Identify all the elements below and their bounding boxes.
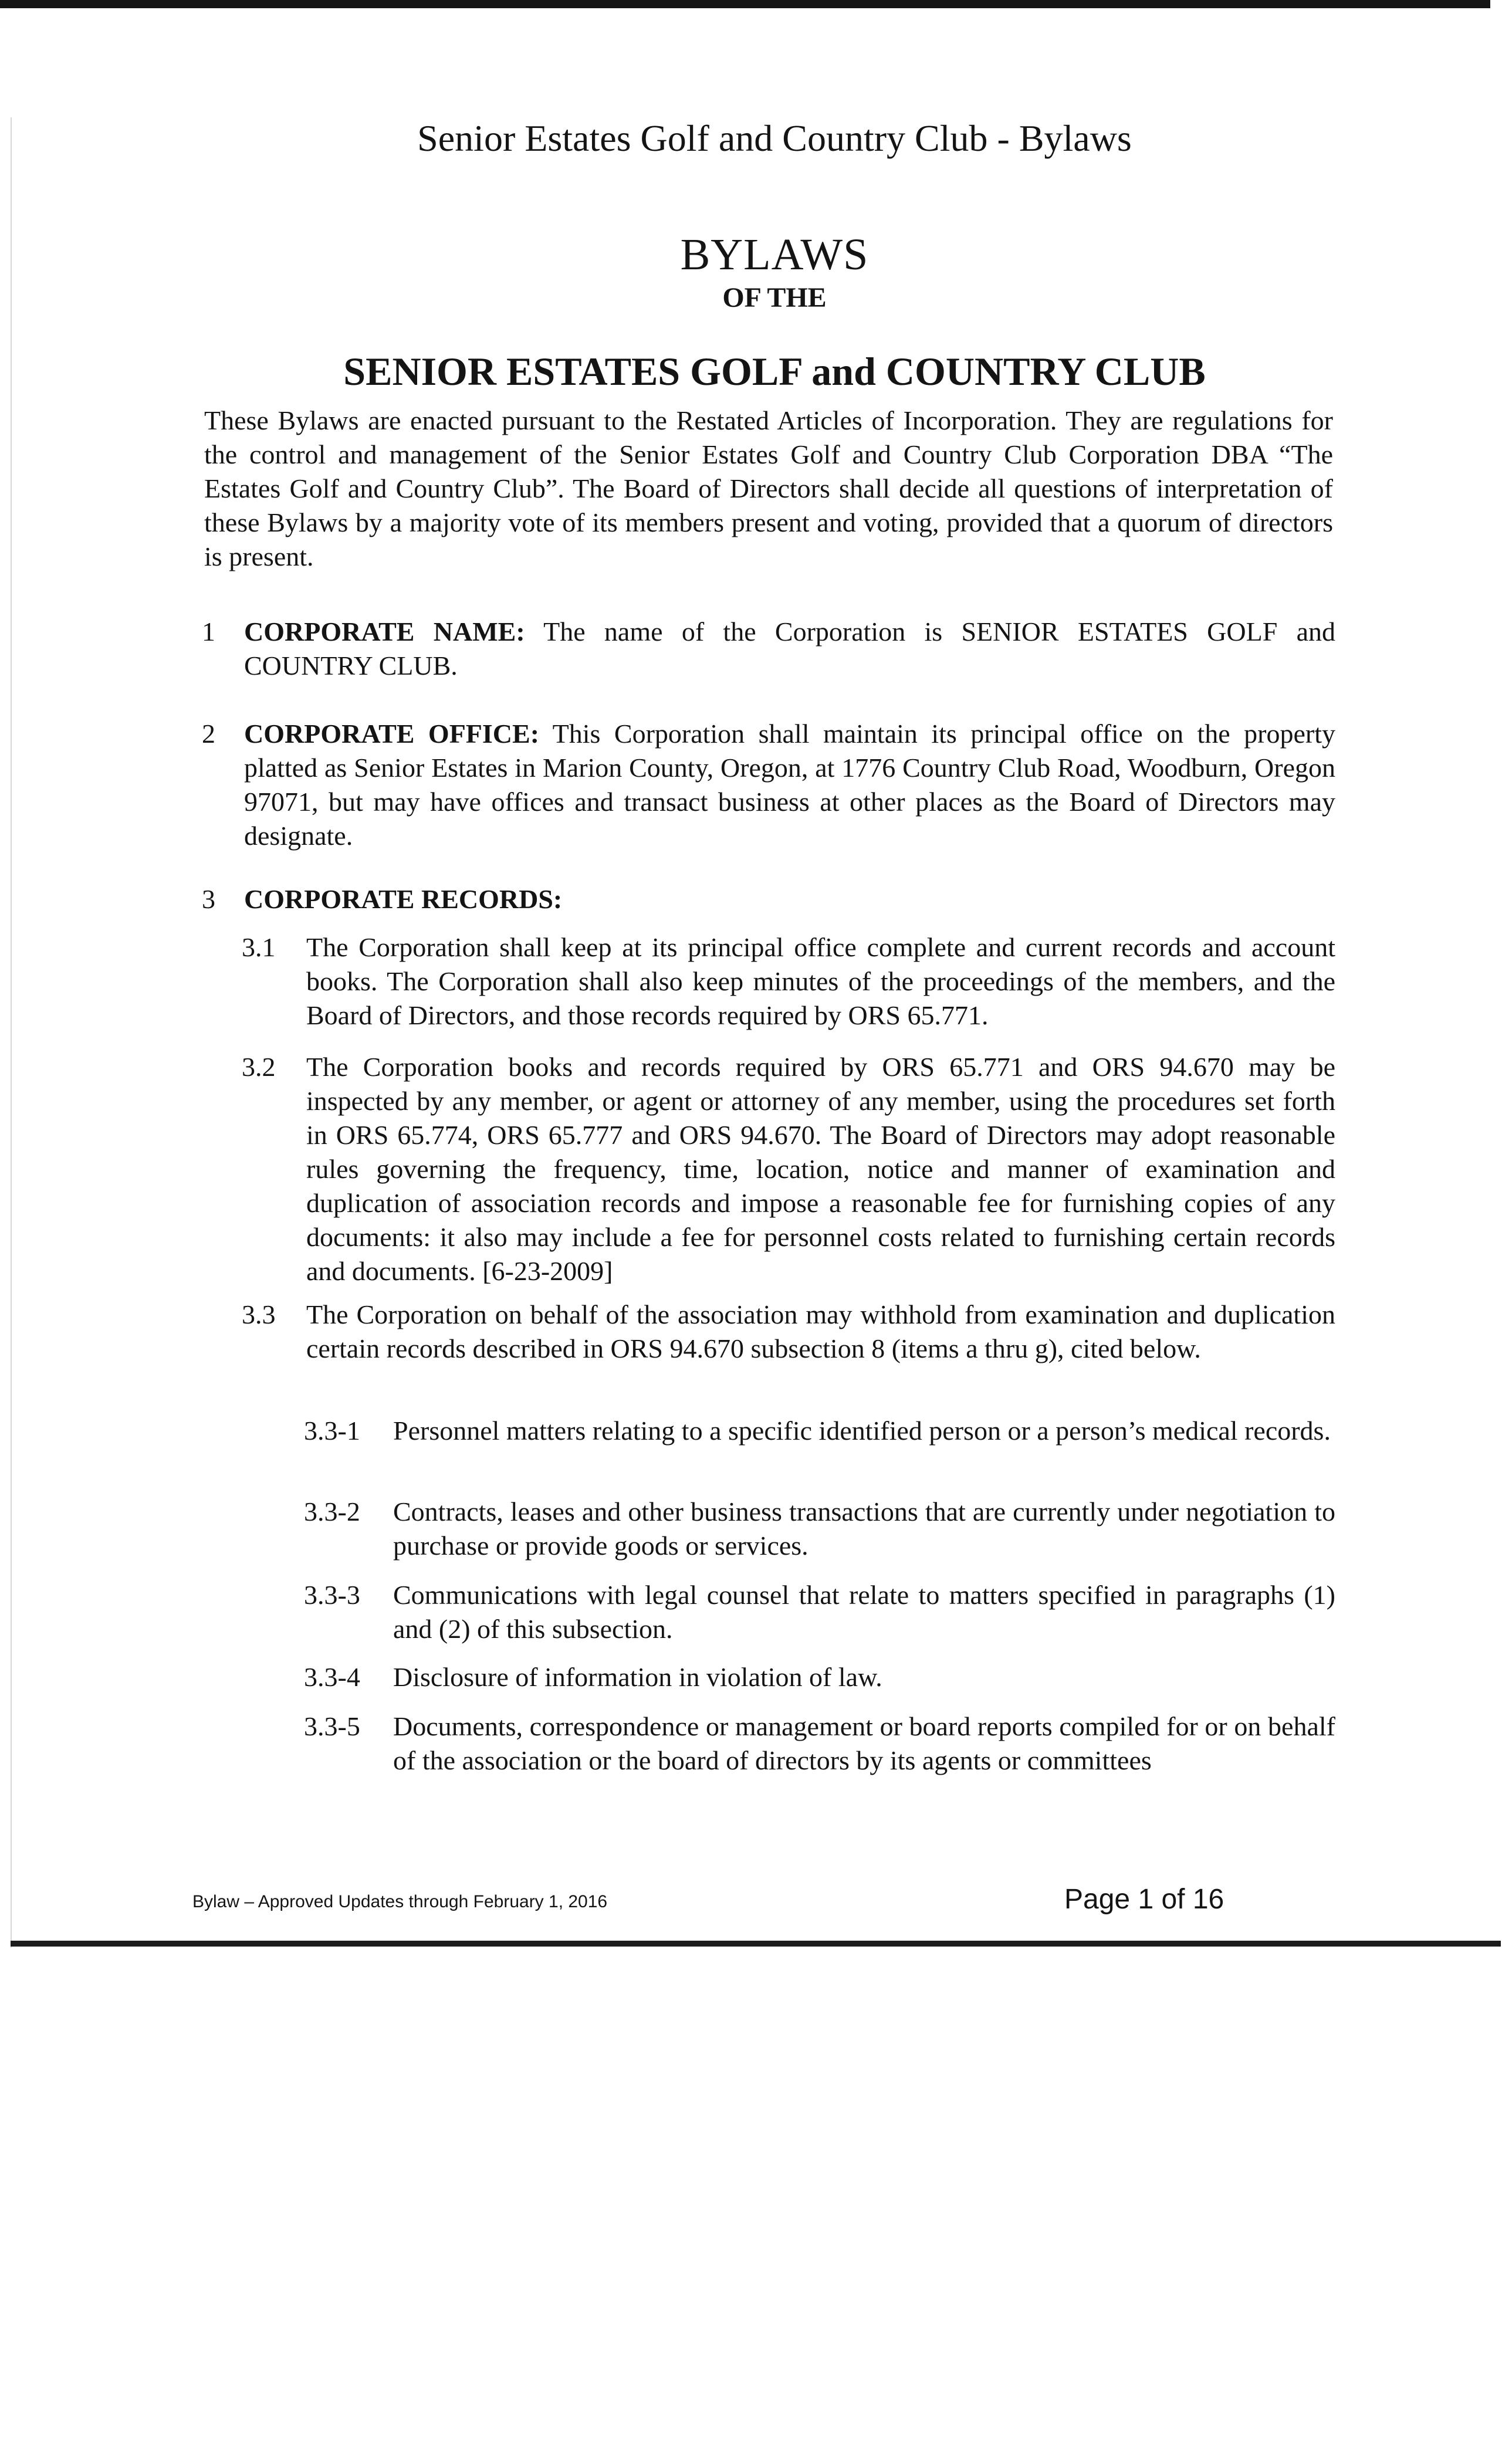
top-rule: [0, 0, 1490, 8]
section-number: 2: [202, 719, 215, 749]
section-label: CORPORATE OFFICE:: [244, 719, 540, 749]
bottom-rule: [11, 1941, 1501, 1947]
club-name-heading: SENIOR ESTATES GOLF and COUNTRY CLUB: [343, 349, 1206, 394]
item-number: 3.3-3: [304, 1580, 360, 1610]
section-text: This Corporation shall maintain its principal office on the property platted as Senior Estates in Marion County, Oregon, at 1776 Country Club Road, Woodburn, Oregon 97071, but may have offices and transact business at other places as the Board of Directors may designate.: [244, 719, 1335, 851]
item-text: Documents, correspondence or management or board reports compiled for or on behalf of the association or the board of directors by its agents or committees: [393, 1711, 1335, 1775]
item-number: 3.3-5: [304, 1711, 360, 1741]
item-number: 3.3-4: [304, 1662, 360, 1692]
section-label: CORPORATE RECORDS:: [244, 884, 563, 914]
section-number: 1: [202, 617, 215, 647]
section-number: 3: [202, 884, 215, 914]
subsection-text: The Corporation on behalf of the association may withhold from examination and duplication certain records described in ORS 94.670 subsection 8 (items a thru g), cited below.: [306, 1299, 1335, 1363]
subsection-text: The Corporation books and records required by ORS 65.771 and ORS 94.670 may be inspected by any member, or agent or attorney of any member, using the procedures set forth in ORS 65.774, ORS 65.777 and ORS 94.670. The Board of Directors may adopt reasonable rules governing the frequency, time, location, notice and manner of examination and duplication of association records and impose a reasonable fee for furnishing copies of any documents: it also may include a fee for personnel costs related to furnishing certain records and documents. [6-23-2009]: [306, 1052, 1335, 1286]
item-text: Contracts, leases and other business transactions that are currently under negotiation to purchase or provide goods or services.: [393, 1497, 1335, 1561]
item-text: Communications with legal counsel that relate to matters specified in paragraphs (1) and (2) of this subsection.: [393, 1580, 1335, 1644]
document-subtitle: OF THE: [722, 282, 827, 313]
subsection-number: 3.1: [242, 932, 276, 962]
subsection-number: 3.2: [242, 1052, 276, 1082]
item-number: 3.3-2: [304, 1497, 360, 1527]
item-text: Personnel matters relating to a specific identified person or a person’s medical records.: [393, 1416, 1331, 1446]
section-label: CORPORATE NAME:: [244, 617, 525, 647]
document-title: BYLAWS: [680, 230, 869, 279]
running-header: Senior Estates Golf and Country Club - Bylaws: [417, 117, 1132, 159]
page-number: Page 1 of 16: [1064, 1884, 1224, 1915]
footer-revision-note: Bylaw – Approved Updates through February 1, 2016: [192, 1892, 608, 1911]
intro-paragraph: These Bylaws are enacted pursuant to the Restated Articles of Incorporation. They are regulations for the control and management of the Senior Estates Golf and Country Club Corporation DBA “The Estates Golf and Country Club”. The Board of Directors shall decide all questions of interpretation of these Bylaws by a majority vote of its members present and voting, provided that a quorum of directors is present.: [204, 405, 1333, 571]
item-number: 3.3-1: [304, 1416, 360, 1446]
item-text: Disclosure of information in violation of law.: [393, 1662, 882, 1692]
subsection-number: 3.3: [242, 1299, 276, 1329]
subsection-text: The Corporation shall keep at its principal office complete and current records and account books. The Corporation shall also keep minutes of the proceedings of the members, and the Board of Directors, and those records required by ORS 65.771.: [306, 932, 1335, 1030]
section-text: The name of the Corporation is SENIOR ESTATES GOLF and COUNTRY CLUB.: [244, 617, 1336, 681]
